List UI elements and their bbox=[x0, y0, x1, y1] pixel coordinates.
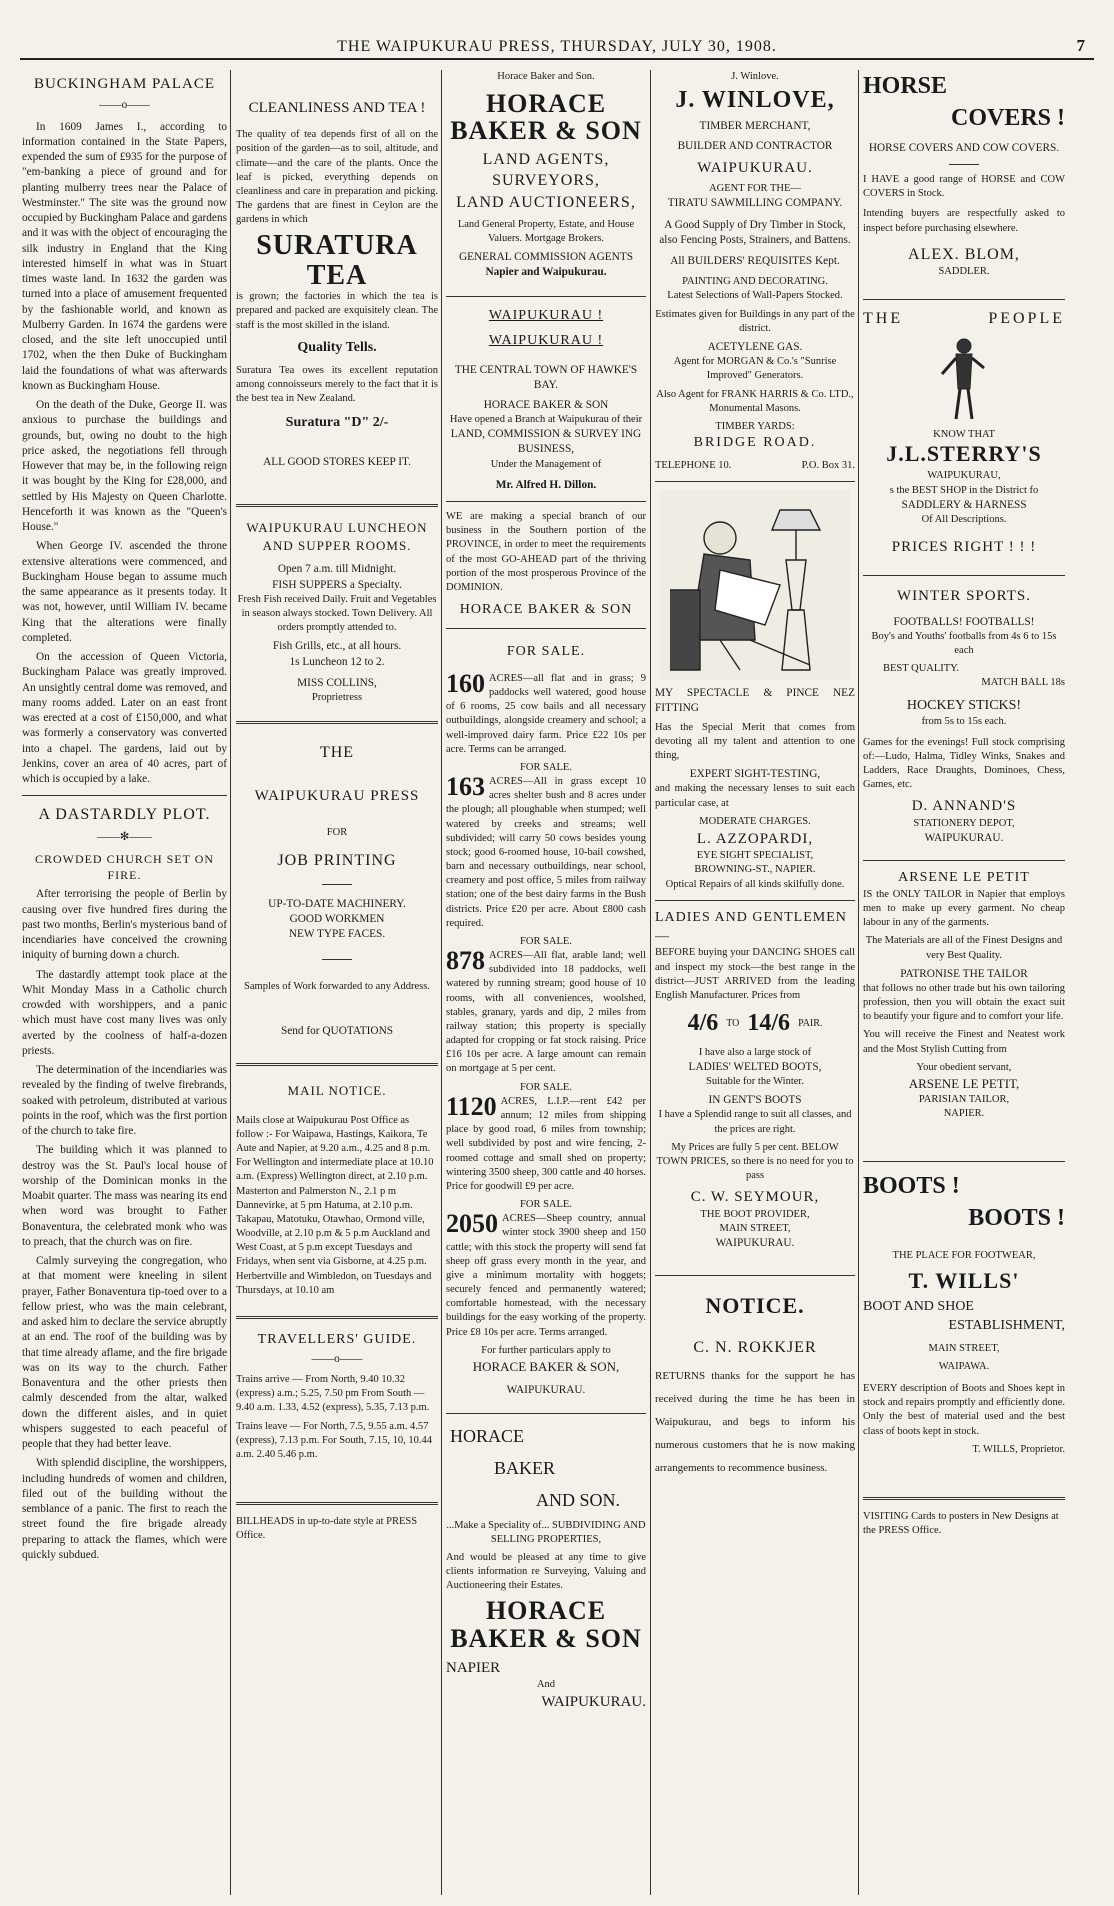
ad-brand: SURATURA TEA bbox=[256, 230, 418, 291]
ad-text: Intending buyers are respectfully asked to inspect before purchasing elsewhere. bbox=[863, 208, 1065, 234]
ad-text: Estimates given for Buildings in any part of the district. bbox=[655, 308, 855, 334]
ad-text: All BUILDERS' REQUISITES Kept. bbox=[670, 255, 840, 268]
ad-text: ACRES, L.I.P.—rent £42 per annum; 12 miles from shipping place by good road, 6 miles from township; well subdivided by post and wire fencing, 2-roomed cottage and small shed on property; wintering 3500 sheep, 300 cattle and 40 horses. Price for goodwill £9 per acre. bbox=[446, 1095, 646, 1192]
ad-text: Agent for MORGAN & Co.'s "Sunrise Improved" Generators. bbox=[673, 356, 837, 382]
ad-heading: BOOTS ! bbox=[863, 1172, 960, 1199]
ad-text: Under the Management of bbox=[490, 458, 602, 470]
ad-owner: D. ANNAND'S bbox=[911, 798, 1017, 815]
ad-text: Has the Special Merit that comes from devoting all my talent and attention to one thing, bbox=[655, 721, 855, 761]
ad-text: Horace Baker and Son. bbox=[497, 71, 595, 82]
column-1 bbox=[22, 70, 227, 1895]
ad-price: Suratura "D" 2/- bbox=[285, 415, 389, 431]
divider: ——✻—— bbox=[97, 830, 152, 843]
ad-text: PAIR. bbox=[798, 1017, 823, 1029]
ad-text: s the BEST SHOP in the District fo bbox=[889, 484, 1039, 496]
ad-text: that follows no other trade but his own tailoring profession, then you will obtain the exact suit to beautify your figure and to comfort your life. bbox=[863, 982, 1065, 1023]
ad-text: EXPERT SIGHT-TESTING, bbox=[689, 768, 821, 781]
ad-text: Samples of Work forwarded to any Address. bbox=[244, 980, 430, 992]
column-rule bbox=[230, 70, 231, 1895]
divider bbox=[863, 1497, 1065, 1500]
divider bbox=[236, 1502, 438, 1505]
man-reading-illustration bbox=[660, 490, 850, 680]
ad-text: EVERY description of Boots and Shoes kept in stock and repairs promptly and efficiently done. Only the best of material used and the best class of boots kept in stock. bbox=[863, 1383, 1065, 1437]
ad-text: LAND, COMMISSION & SURVEY ING BUSINESS, bbox=[450, 428, 642, 456]
ad-heading: AND SON. bbox=[536, 1490, 621, 1511]
ad-heading: C. W. SEYMOUR, bbox=[690, 1189, 820, 1206]
ad-heading: WAIPUKURAU ! bbox=[488, 333, 604, 349]
acreage-number: 163 bbox=[446, 772, 485, 802]
ad-heading: LADIES AND GENTLEMEN— bbox=[655, 909, 847, 944]
ad-text: Trains leave — For North, 7.5, 9.55 a.m. 4.57 (express), 7.13 p.m. For South, 7.15, 10, 10.44 a.m. 2.40 5.46 p.m. bbox=[236, 1420, 432, 1460]
article-paragraph: On the accession of Queen Victoria, Buckingham Palace was greatly improved. An unsightly central dome was removed, and many rooms added. Later on an east front was erected at a cost of £150,000, and what was formerly a conservatory was converted into a chapel. The gardens, laid out by Jenkins, cover an area of 40 acres, part of which is occupied by a lake. bbox=[22, 651, 227, 785]
ad-text: Also Agent for FRANK HARRIS & Co. LTD., Monumental Masons. bbox=[656, 388, 854, 414]
ad-text: FOR bbox=[326, 827, 348, 839]
ad-text: SADDLER. bbox=[938, 266, 990, 278]
article-paragraph: With splendid discipline, the worshippers, including hundreds of women and children, filed out of the building without the semblance of a panic. The first to reach the street found the fire brigade already preparing to attack the flames, which were quickly subdued. bbox=[22, 1457, 227, 1561]
ad-brand: J.L.STERRY'S bbox=[886, 441, 1042, 467]
ad-text: The quality of tea depends first of all on the position of the garden—as to soil, altitude, and climate—and the care of the plants. Once the leaf is picked, everything depends on cleanliness and care in preparation and picking. The gardens that are finest in Ceylon are the gardens in which bbox=[236, 129, 438, 226]
ad-text: Mails close at Waipukurau Post Office as follow :- For Waipawa, Hastings, Kaikora, Te Aute and Napier, at 9.20 a.m., 4.25 and 8 p.m. For Wellington and intermediate place at 10.10 a.m. (Express) Wellington direct, at 2.10 p.m. Masterton and Palmerston N., 2.1 p m Dannevirke, at 5 pm Hatuma, at 2.10 p.m. Takapau, Matotuku, Otawhao, Ormond ville, Woodville, at 2.10 p.m & 5 p.m Auckland and West Coast, at 5 p.m except Tuesdays and Fridays, when sent via Gisborne, at 4.25 p.m. Herbertville and Wimbledon, on Tuesdays and Thursdays, at 10.10 am bbox=[236, 1114, 434, 1296]
ad-heading: HORACE bbox=[450, 1425, 525, 1446]
divider bbox=[22, 795, 227, 796]
ad-text: NAPIER bbox=[446, 1660, 501, 1677]
acreage-number: 160 bbox=[446, 668, 485, 698]
ad-heading: CLEANLINESS AND TEA ! bbox=[248, 100, 426, 116]
ad-owner: ALEX. BLOM, bbox=[908, 245, 1020, 263]
ad-text: ACETYLENE GAS. bbox=[707, 340, 803, 353]
divider bbox=[236, 504, 438, 507]
ad-text: ...Make a Speciality of... SUBDIVIDING AND SELLING PROPERTIES, bbox=[446, 1519, 646, 1545]
ad-heading: PRICES RIGHT ! ! ! bbox=[891, 539, 1037, 556]
ad-text: AGENT FOR THE— bbox=[709, 183, 801, 195]
ad-text: FISH SUPPERS a Specialty. bbox=[272, 578, 402, 591]
divider: ——o—— bbox=[311, 1352, 363, 1365]
ad-text: THE BOOT PROVIDER, bbox=[700, 1208, 810, 1220]
ad-text: ACRES—All flat, arable land; well subdivided into 18 paddocks, well watered by running stream; good house of 10 rooms, with all conveniences, woolshed, stables, granary, yards and dip, 2 miles from railway station; this property is specially adapted for cropping or fat stock raising. Price £16 10s per acre. A large amount can remain on mortgage at 5 per cent. bbox=[446, 950, 646, 1075]
article-paragraph: On the death of the Duke, George II. was anxious to purchase the buildings and grounds, but, owing no doubt to the high price asked, the negotiations fell through However that may be, in the following reign it was bought by the King for £28,000, and settled by His Majesty on Queen Charlotte. Henceforth it was known as the "Queen's House." bbox=[22, 399, 227, 533]
ad-text: Optical Repairs of all kinds skilfully done. bbox=[665, 878, 845, 890]
ad-text: J. Winlove. bbox=[731, 71, 779, 82]
ad-text: BEST QUALITY. bbox=[883, 663, 960, 675]
ad-owner: MISS COLLINS, bbox=[297, 676, 377, 689]
acreage-number: 2050 bbox=[446, 1209, 498, 1239]
ad-heading: ARSENE LE PETIT bbox=[898, 869, 1030, 885]
ad-text: BILLHEADS in up-to-date style at PRESS Office. bbox=[236, 1516, 418, 1542]
ad-heading: WINTER SPORTS. bbox=[897, 588, 1031, 605]
article-subheading: CROWDED CHURCH SET ON FIRE. bbox=[34, 852, 215, 883]
ad-heading: NOTICE. bbox=[705, 1293, 805, 1319]
ad-text: Land General Property, Estate, and House Valuers. Mortgage Brokers. bbox=[457, 218, 635, 244]
ad-text: MATCH BALL 18s bbox=[981, 677, 1065, 689]
ad-text: A Good Supply of Dry Timber in Stock, also Fencing Posts, Strainers, and Battens. bbox=[659, 218, 851, 246]
ad-brand: J. WINLOVE, bbox=[675, 87, 835, 114]
ad-owner: ARSENE LE PETIT, bbox=[908, 1076, 1020, 1091]
ad-heading: FOR SALE. bbox=[520, 761, 572, 773]
column-rule bbox=[858, 70, 859, 1895]
ad-text: Proprietress bbox=[311, 692, 363, 704]
ad-text: BUILDER AND CONTRACTOR bbox=[677, 139, 833, 152]
ad-text: And would be pleased at any time to give clients information re Surveying, Valuing and Auctioneering their Estates. bbox=[446, 1551, 646, 1592]
ad-heading: WAIPUKURAU. bbox=[697, 159, 813, 176]
ad-text: I HAVE a good range of HORSE and COW COVERS in Stock. bbox=[863, 174, 1065, 200]
man-bowing-illustration bbox=[934, 334, 994, 424]
ad-heading: FOR SALE. bbox=[506, 643, 586, 659]
ad-text: BOOT AND SHOE bbox=[863, 1298, 974, 1314]
ad-text: and making the necessary lenses to suit each particular case, at bbox=[655, 783, 855, 809]
divider bbox=[322, 959, 352, 960]
ad-text: SADDLERY & HARNESS bbox=[901, 498, 1027, 511]
divider bbox=[446, 296, 646, 297]
ad-brand: T. WILLS' bbox=[908, 1267, 1020, 1293]
ad-text: PAINTING AND DECORATING. bbox=[682, 276, 828, 288]
ad-heading: FOR SALE. bbox=[520, 1081, 572, 1093]
divider bbox=[863, 1161, 1065, 1162]
ad-text: WAIPUKURAU. bbox=[924, 831, 1004, 844]
ad-text: WAIPAWA. bbox=[938, 1360, 990, 1372]
ad-text: Trains arrive — From North, 9.40 10.32 (express) a.m.; 5.25, 7.50 pm From South — 9.40 a.m. 1.33, 4.52 (express), 5.35, 7.13 p.m. bbox=[236, 1374, 430, 1414]
ad-text: ACRES—Sheep country, annual winter stock 3900 sheep and 150 cattle; with this stock the property will send fat sheep off grass every month in the year, and give a minimum mortality with hoggets; securely fenced and permanently watered; comfortable homestead, with the necessary buildings for the easy working of the property. Price £8 10s per acre. Terms arranged. bbox=[446, 1213, 646, 1338]
page-number: 7 bbox=[1076, 36, 1086, 55]
acreage-number: 878 bbox=[446, 946, 485, 976]
ad-text: Send for QUOTATIONS bbox=[280, 1024, 394, 1037]
ad-text: 1s Luncheon 12 to 2. bbox=[289, 655, 385, 668]
divider bbox=[949, 164, 979, 165]
divider bbox=[863, 299, 1065, 300]
divider bbox=[446, 1413, 646, 1414]
ad-text: Fresh Fish received Daily. Fruit and Vegetables in season always stocked. Town Delivery. All orders promptly attended to. bbox=[237, 593, 437, 634]
column-5 bbox=[863, 70, 1065, 1895]
ad-heading: WAIPUKURAU LUNCHEON AND SUPPER ROOMS. bbox=[246, 520, 428, 553]
ad-text: from 5s to 15s each. bbox=[921, 716, 1007, 728]
ad-heading: BAKER bbox=[494, 1458, 556, 1478]
ad-tagline: Quality Tells. bbox=[297, 339, 377, 355]
ad-text: RETURNS thanks for the support he has received during the time he has been in Waipukurau, and begs to inform his numerous customers that he is now making arrangements to recommence business. bbox=[655, 1369, 855, 1475]
article-paragraph: Calmly surveying the congregation, who at that moment were kneeling in silent prayer, Father Bonaventura tip-toed over to a fellow priest, who was the main celebrant, and asked him to declare the service abruptly at an end. The roof of the building was by that time already aflame, and the fire brigade was on its way to the church. Father Bonaventura and the other priests then calmly descended from the altar, walked down the different aisles, and in quiet whispers suggested to each peaceful of people that they had better leave. bbox=[22, 1255, 227, 1451]
ad-text: WAIPUKURAU. bbox=[506, 1384, 586, 1397]
ad-text: P.O. Box 31. bbox=[801, 459, 855, 471]
ad-text: THE PLACE FOR FOOTWEAR, bbox=[892, 1249, 1036, 1261]
divider bbox=[863, 860, 1065, 861]
masthead-title: THE WAIPUKURAU PRESS, THURSDAY, JULY 30, 1908. bbox=[337, 38, 777, 55]
ad-heading: TRAVELLERS' GUIDE. bbox=[257, 1331, 417, 1347]
ad-heading: HOCKEY STICKS! bbox=[906, 697, 1022, 713]
ad-text: is grown; the factories in which the tea is prepared and packed are exquisitely clean. The staff is the most skilled in the island. bbox=[236, 291, 438, 331]
ad-text: EYE SIGHT SPECIALIST, bbox=[696, 850, 814, 862]
ad-text: TIMBER YARDS: bbox=[715, 420, 795, 432]
ad-text: ACRES—all flat and in grass; 9 paddocks well watered, good house of 6 rooms, 25 cow bails and all necessary outbuildings, alongside creamery and school; a well-improved dairy farm. Price £22 10s per acre. Terms can be arranged. bbox=[446, 672, 646, 755]
ad-text: BEFORE buying your DANCING SHOES call and inspect my stock—the best range in the district—JUST ARRIVED from the leading English Manufacturer. Prices from bbox=[655, 947, 855, 1001]
ad-text: The Materials are all of the Finest Designs and very Best Quality. bbox=[865, 935, 1063, 961]
divider: ——o—— bbox=[99, 99, 150, 112]
column-2 bbox=[236, 70, 438, 1895]
article-heading: BUCKINGHAM PALACE bbox=[33, 76, 216, 92]
ad-text: LADIES' WELTED BOOTS, bbox=[688, 1060, 822, 1073]
ad-heading: JOB PRINTING bbox=[277, 852, 397, 870]
ad-text: LAND AUCTIONEERS, bbox=[456, 193, 636, 211]
ad-text: KNOW THAT bbox=[933, 429, 995, 441]
ad-heading: THE bbox=[863, 310, 904, 328]
ad-text: GENERAL COMMISSION AGENTS bbox=[458, 250, 634, 263]
ad-text: Games for the evenings! Full stock comprising of:—Ludo, Halma, Tidley Winks, Snakes and Ladders, Race Draughts, Dominoes, Chess, Games, etc. bbox=[863, 736, 1065, 791]
ad-text: Open 7 a.m. till Midnight. bbox=[277, 563, 397, 576]
ad-text: BROWNING-ST., NAPIER. bbox=[694, 864, 816, 876]
ad-heading: HORSE bbox=[863, 73, 948, 99]
ad-text: PARISIAN TAILOR, bbox=[918, 1093, 1010, 1105]
ad-text: STATIONERY DEPOT, bbox=[913, 817, 1015, 829]
divider bbox=[655, 481, 855, 482]
ad-text: GOOD WORKMEN bbox=[289, 913, 385, 926]
ad-text: BRIDGE ROAD. bbox=[693, 435, 817, 451]
ad-text: IN GENT'S BOOTS bbox=[708, 1094, 802, 1107]
ad-heading: COVERS ! bbox=[950, 105, 1065, 132]
price-to: 14/6 bbox=[747, 1010, 791, 1037]
article-paragraph: The dastardly attempt took place at the Whit Monday Mass in a Catholic church crowded with worshippers, and a panic which must have cost many lives was only averted by the coolness of half-a-dozen priests. bbox=[22, 968, 227, 1057]
price-from: 4/6 bbox=[687, 1010, 719, 1037]
ad-text: And bbox=[536, 1679, 556, 1691]
ad-heading: BOOTS ! bbox=[968, 1205, 1065, 1232]
ad-text: Fish Grills, etc., at all hours. bbox=[272, 640, 402, 653]
ad-text: WAIPUKURAU. bbox=[715, 1236, 795, 1249]
ad-text: T. WILLS, Proprietor. bbox=[972, 1443, 1065, 1455]
ad-text: HORACE BAKER & SON, bbox=[472, 1358, 620, 1374]
ad-heading: L. AZZOPARDI, bbox=[696, 830, 814, 847]
ad-text: UP-TO-DATE MACHINERY. bbox=[268, 897, 406, 910]
ad-text: You will receive the Finest and Neatest work and the Most Stylish Cutting from bbox=[863, 1029, 1065, 1055]
article-paragraph: After terrorising the people of Berlin by causing over five hundred fires during the past two months, Berlin's mysterious band of incendiaries have conceived the crowning iniquity of burning down a church. bbox=[22, 888, 227, 962]
ad-text: TIMBER MERCHANT, bbox=[699, 120, 811, 133]
ad-brand: HORACE BAKER & SON bbox=[450, 89, 642, 146]
ad-heading: HORACE BAKER & SON bbox=[459, 602, 633, 618]
ad-text: Latest Selections of Wall-Papers Stocked. bbox=[667, 290, 843, 302]
ad-heading: WAIPUKURAU PRESS bbox=[254, 787, 420, 804]
ad-text: Suratura Tea owes its excellent reputation among connoisseurs merely to the fact that it is the best tea in New Zealand. bbox=[236, 364, 438, 404]
divider bbox=[236, 1316, 438, 1319]
column-rule bbox=[650, 70, 651, 1895]
column-rule bbox=[441, 70, 442, 1895]
ad-text: Suitable for the Winter. bbox=[706, 1075, 804, 1087]
ad-text: I have a Splendid range to suit all classes, and the prices are right. bbox=[658, 1109, 852, 1135]
ad-text: Mr. Alfred H. Dillon. bbox=[495, 478, 597, 491]
column-4 bbox=[655, 70, 855, 1895]
ad-text: ESTABLISHMENT, bbox=[948, 1317, 1065, 1333]
ad-text: MAIN STREET, bbox=[719, 1222, 791, 1234]
ad-text: THE bbox=[319, 744, 355, 762]
divider bbox=[322, 884, 352, 885]
divider bbox=[236, 1063, 438, 1066]
divider bbox=[446, 628, 646, 629]
ad-text: TELEPHONE 10. bbox=[655, 459, 732, 471]
ad-text: ALL GOOD STORES KEEP IT. bbox=[263, 456, 411, 469]
article-heading: A DASTARDLY PLOT. bbox=[38, 806, 211, 824]
ad-heading: PEOPLE bbox=[988, 310, 1065, 328]
ad-text: HORACE BAKER & SON bbox=[483, 398, 609, 411]
ad-text: Have opened a Branch at Waipukurau of their bbox=[449, 413, 643, 425]
ad-text: TIRATU SAWMILLING COMPANY. bbox=[667, 197, 843, 210]
divider bbox=[446, 501, 646, 502]
divider bbox=[655, 900, 855, 901]
ad-text: SURVEYORS, bbox=[492, 172, 600, 190]
ad-heading: MY SPECTACLE & PINCE NEZ FITTING bbox=[655, 687, 855, 715]
acreage-number: 1120 bbox=[446, 1091, 497, 1121]
ad-text: WE are making a special branch of our business in the Southern portion of the PROVINCE, in order to meet the requirements of the most GO-AHEAD part of the thriving portion of the most prosperous Province of the DOMINION. bbox=[446, 511, 646, 593]
ad-text: My Prices are fully 5 per cent. BELOW TOWN PRICES, so there is no need for you to pass bbox=[656, 1141, 854, 1182]
ad-text: ACRES—All in grass except 10 acres shelter bush and 8 acres under the plough; all ploughable when stumped; well watered by creeks and streams; well subdivided; will carry 50 cows besides young stock; good 6-roomed house, 10-bail cowshed, barn and necessary outbuildings, near school, creamery and post office, 5 miles from railway station; one of the best dairy farms in the Bush districts. Price £20 per acre. About £800 cash required. bbox=[446, 776, 646, 929]
column-3 bbox=[446, 70, 646, 1895]
ad-text: TO bbox=[726, 1017, 740, 1029]
ad-text: Your obedient servant, bbox=[916, 1061, 1012, 1073]
ad-text: NAPIER. bbox=[943, 1107, 985, 1119]
ad-heading: C. N. ROKKJER bbox=[693, 1339, 817, 1357]
ad-text: THE CENTRAL TOWN OF HAWKE'S BAY. bbox=[454, 364, 638, 392]
ad-text: LAND AGENTS, bbox=[482, 150, 610, 168]
article-paragraph: The building which it was planned to destroy was the St. Paul's local house of worship of the Dominican monks in the Moabit quarter. The mass was nearing its end when word was brought to Father Bonaventura, the celebrated monk who was to preach, that the church was on fire. bbox=[22, 1144, 227, 1248]
ad-brand: HORACE BAKER & SON bbox=[450, 1596, 642, 1653]
ad-heading: FOR SALE. bbox=[520, 935, 572, 947]
masthead bbox=[20, 36, 1094, 60]
ad-text: IS the ONLY TAILOR in Napier that employs men to make up every garment. No cheap labour in any of the garments. bbox=[863, 888, 1065, 929]
article-paragraph: When George IV. ascended the throne extensive alterations were commenced, and Buckingham House began to assume much the same appearance as it presents today. It was not, however, until William IV. became King that the alterations were finally completed. bbox=[22, 540, 227, 644]
ad-text: VISITING Cards to posters in New Designs at the PRESS Office. bbox=[863, 1510, 1059, 1537]
ad-text: For further particulars apply to bbox=[481, 1344, 611, 1356]
divider bbox=[863, 575, 1065, 576]
ad-text: I have also a large stock of bbox=[698, 1046, 812, 1058]
ad-heading: MAIL NOTICE. bbox=[287, 1083, 387, 1099]
ad-text: PATRONISE THE TAILOR bbox=[900, 967, 1028, 980]
divider bbox=[655, 1275, 855, 1276]
ad-heading: WAIPUKURAU ! bbox=[488, 308, 604, 324]
ad-text: FOOTBALLS! FOOTBALLS! bbox=[893, 615, 1035, 628]
ad-text: WAIPUKURAU. bbox=[541, 1694, 646, 1711]
ad-text: NEW TYPE FACES. bbox=[288, 928, 386, 941]
ad-text: Napier and Waipukurau. bbox=[485, 266, 607, 279]
article-paragraph: The determination of the incendiaries was revealed by the finding of twelve firebrands, soaked with petroleum, distributed at various points in the roof, which was the first portion of the church to take fire. bbox=[22, 1064, 227, 1138]
ad-text: MAIN STREET, bbox=[928, 1342, 1000, 1354]
article-paragraph: In 1609 James I., according to information contained in the State Papers, expended the sum of £935 for the purpose of "em-banking a piece of ground and for planting mulberry trees near the Palace of Westminster." The site was the ground now occupied by Buckingham Palace and gardens and it was with the object of encouraging the silk industry in England that the King interested himself in what was in Stuart times waste land. In 1632 the garden was turned into a place of amusement frequented by the fashionable world, and known as Mulberry Garden. In 1674 the gardens were closed, and the site left unoccupied until 1702, when the then Duke of Buckingham laid the foundations of what was afterwards known as Buckingham House. bbox=[22, 120, 227, 392]
ad-text: MODERATE CHARGES. bbox=[699, 815, 811, 827]
ad-text: Boy's and Youths' footballs from 4s 6 to 15s each bbox=[871, 630, 1057, 657]
ad-text: HORSE COVERS AND COW COVERS. bbox=[868, 141, 1060, 154]
divider bbox=[236, 721, 438, 724]
ad-text: Of All Descriptions. bbox=[921, 513, 1007, 525]
ad-heading: FOR SALE. bbox=[520, 1199, 572, 1211]
ad-text: WAIPUKURAU, bbox=[927, 470, 1001, 482]
